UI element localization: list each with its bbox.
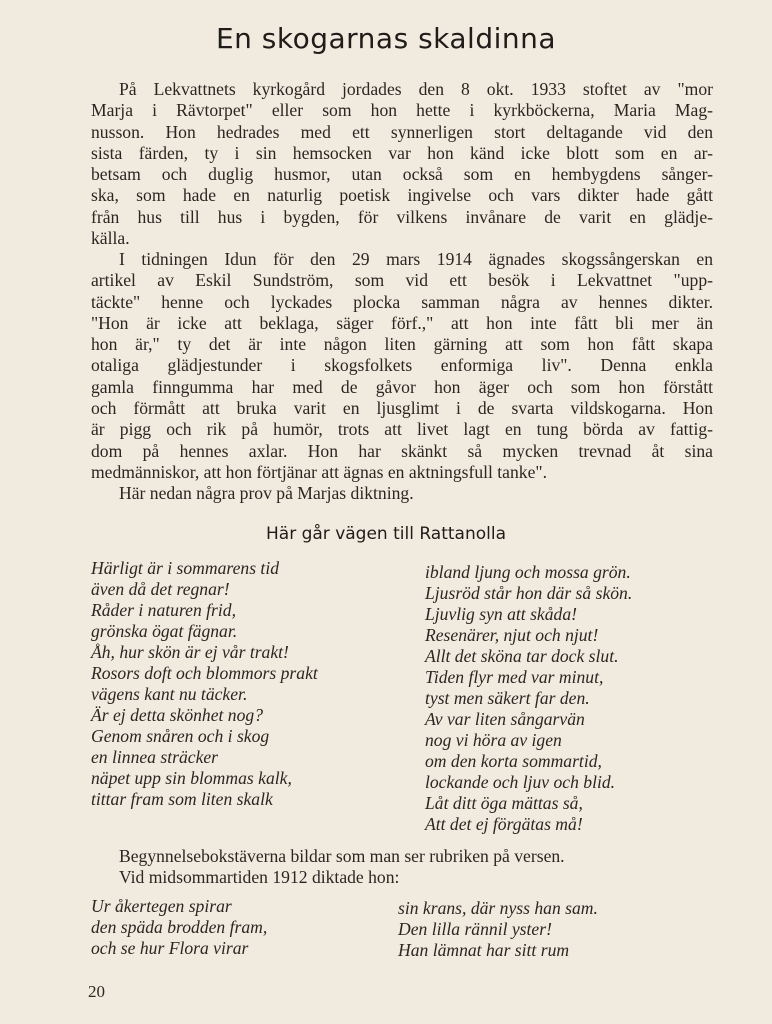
poem-line: näpet upp sin blommas kalk, [91,768,292,788]
poem-line: och se hur Flora virar [91,938,249,958]
text-line: gamla finngumma har med de gåvor hon äger och som hon förstått [91,376,713,397]
poem-line: tyst men säkert far den. [425,688,590,708]
text-line: källa. [91,228,130,249]
poem2-left-column [91,896,267,959]
poem-line: Resenärer, njut och njut! [425,625,599,645]
poem-line: Ljuvlig syn att skåda! [425,604,577,624]
poem-line: Allt det sköna tar dock slut. [425,646,619,666]
poem-line: Rosors doft och blommors prakt [91,663,318,683]
text-line: ska, som hade en naturlig poetisk ingivelse och vars dikter hade gått [91,185,713,206]
text-line: är pigg och rik på humör, trots att livet lagt en tung börda av fattig- [91,419,713,440]
text-line: dom på hennes axlar. Hon har skänkt så mycken trevnad åt sina [91,440,713,461]
closing-text [91,846,713,889]
page-number: 20 [88,982,105,1001]
poem-line: Ur åkertegen spirar [91,896,232,916]
poem-line: Att det ej förgätas må! [425,814,583,834]
poem-line: tittar fram som liten skalk [91,789,273,809]
poem-line: Är ej detta skönhet nog? [91,705,263,725]
text-line: Marja i Rävtorpet" eller som hon hette i kyrkböckerna, Maria Mag- [91,100,713,121]
poem-line: lockande och ljuv och blid. [425,772,616,792]
poem-line: Råder i naturen frid, [91,600,236,620]
paragraph-2 [91,249,713,483]
text-line: nusson. Hon hedrades med ett synnerligen stort deltagande vid den [91,121,713,142]
poem-title: Här går vägen till Rattanolla [266,524,506,544]
text-line: sista färden, ty i sin hemsocken var hon känd icke blott som en ar- [91,142,713,163]
poem-line: Tiden flyr med var minut, [425,667,604,687]
poem1-left-column [91,558,318,810]
text-line: Vid midsommartiden 1912 diktade hon: [119,867,400,888]
poem-line: Ljusröd står hon där så skön. [425,583,633,603]
poem-line: grönska ögat fägnar. [91,621,238,641]
poem-line: den späda brodden fram, [91,917,268,937]
text-line: I tidningen Idun för den 29 mars 1914 ägnades skogssångerskan en [119,249,713,269]
text-line: från hus till hus i bygden, för vilkens invånare de varit en glädje- [91,206,713,227]
poem-line: Genom snåren och i skog [91,726,270,746]
text-line: Begynnelsebokstäverna bildar som man ser rubriken på versen. [119,846,565,866]
poem-line: Den lilla rännil yster! [398,919,552,939]
text-line: otaliga glädjestunder i skogsfolkets enformiga liv". Denna enkla [91,355,713,376]
text-line: betsam och duglig husmor, utan också som en hembygdens sånger- [91,164,713,185]
poem-line: en linnea sträcker [91,747,219,767]
text-line: Här nedan några prov på Marjas diktning. [119,483,414,503]
poem-line: Av var liten sångarvän [425,709,585,729]
text-line: täckte" henne och lyckades plocka samman några av hennes dikter. [91,291,713,312]
paragraph-1 [91,79,713,249]
paragraph-3 [91,483,713,504]
poem-line: sin krans, där nyss han sam. [398,898,598,918]
text-line: artikel av Eskil Sundström, som vid ett besök i Lekvattnet "upp- [91,270,713,291]
poem-line: om den korta sommartid, [425,751,602,771]
article-title: En skogarnas skaldinna [215,22,557,55]
poem-line: även då det regnar! [91,579,230,599]
poem1-right-column [425,562,632,835]
text-line: och förmått att bruka varit en ljusglimt i de svarta vildskogarna. Hon [91,398,713,419]
text-line: hon är," ty det är inte någon liten gärning att som hon fått skapa [91,334,713,355]
poem-line: Han lämnat har sitt rum [398,940,570,960]
text-line: På Lekvattnets kyrkogård jordades den 8 okt. 1933 stoftet av "mor [119,79,713,99]
text-line: medmänniskor, att hon förtjänar att ägnas en aktningsfull tanke". [91,461,547,482]
text-line: "Hon är icke att beklaga, säger förf.," att hon inte fått bli mer än [91,312,713,333]
poem-line: ibland ljung och mossa grön. [425,562,631,582]
poem2-right-column [398,898,598,961]
poem-line: nog vi höra av igen [425,730,562,750]
poem-line: Låt ditt öga mättas så, [425,793,583,813]
poem-line: Härligt är i sommarens tid [91,558,280,578]
poem-line: vägens kant nu täcker. [91,684,248,704]
poem-line: Åh, hur skön är ej vår trakt! [91,642,289,662]
